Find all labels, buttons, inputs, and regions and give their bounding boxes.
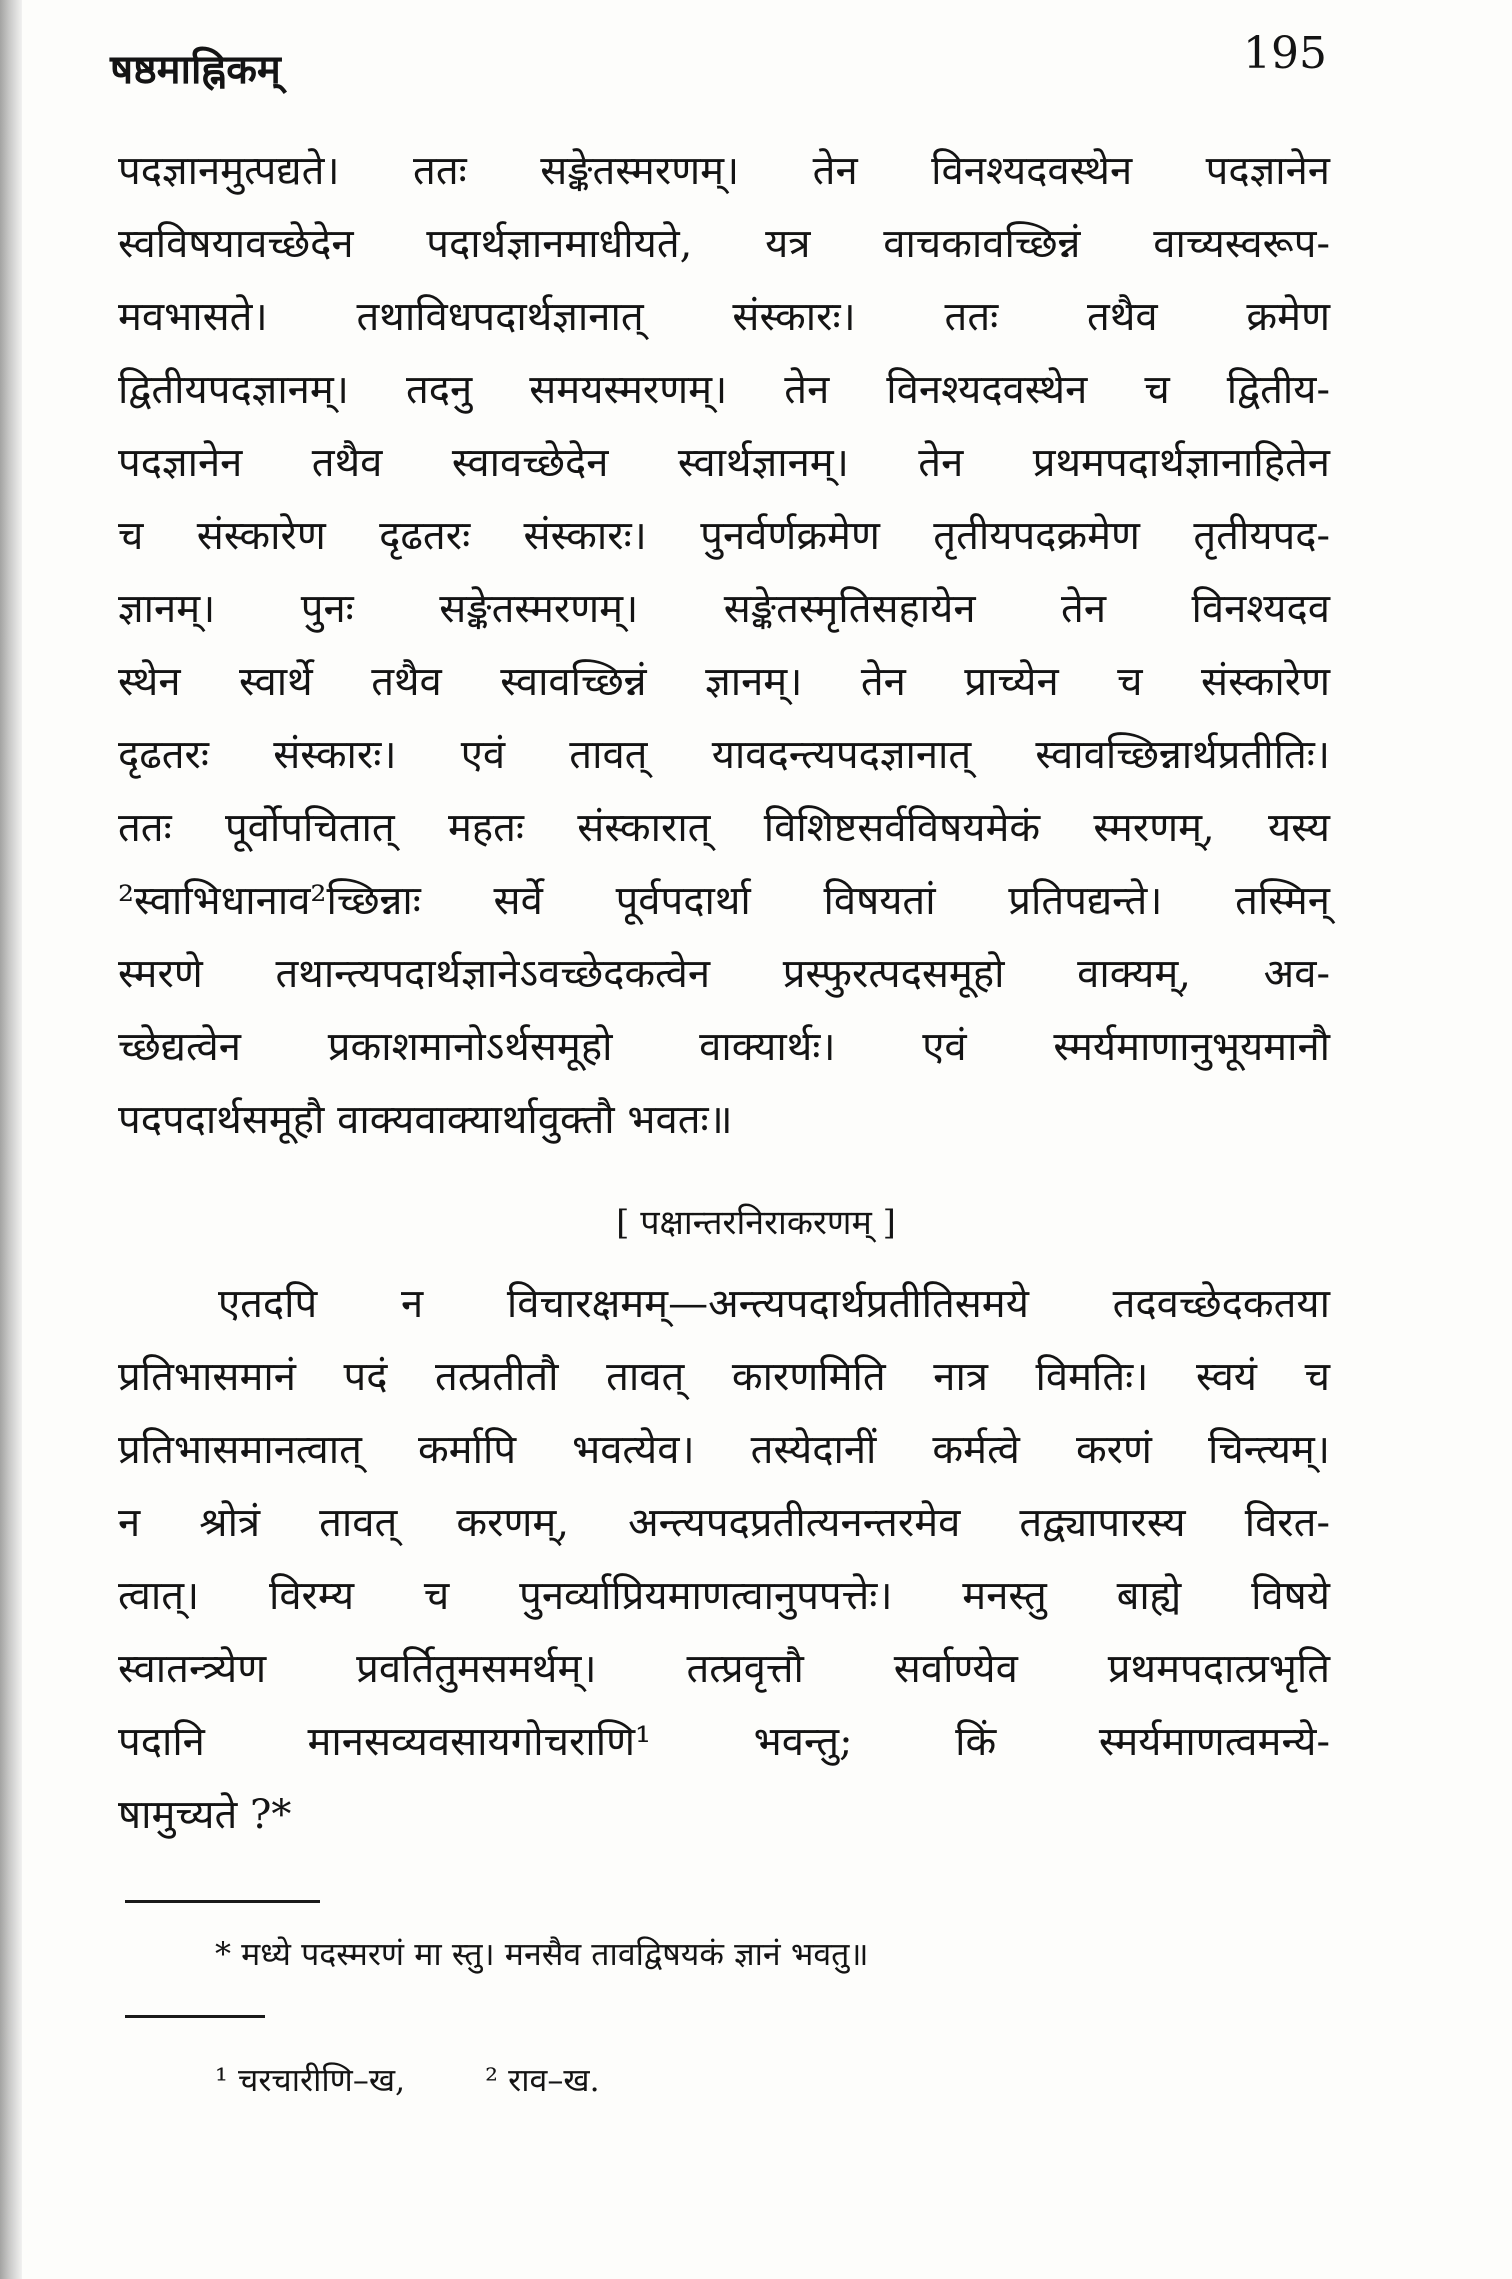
text-line: प्रतिभासमानं पदं तत्प्रतीतौ तावत् कारणमिति नात्र विमतिः। स्वयं च: [118, 1354, 1330, 1400]
text-line: दृढतरः संस्कारः। एवं तावत् यावदन्त्यपदज्ञानात् स्वावच्छिन्नार्थप्रतीतिः।: [118, 732, 1330, 778]
running-head: षष्ठमाह्निकम्: [110, 46, 281, 93]
text-line: प्रतिभासमानत्वात् कर्मापि भवत्येव। तस्येदानीं कर्मत्वे करणं चिन्त्यम्।: [118, 1427, 1330, 1473]
paragraph-1: [118, 135, 1330, 1157]
text-line: त्वात्। विरम्य च पुनर्व्याप्रियमाणत्वानुपपत्तेः। मनस्तु बाह्ये विषये: [118, 1573, 1330, 1619]
text-line: पदानि मानसव्यवसायगोचराणि¹ भवन्तु; किं स्मर्यमाणत्वमन्ये-: [118, 1719, 1330, 1765]
text-line: ज्ञानम्। पुनः सङ्केतस्मरणम्। सङ्केतस्मृतिसहायेन तेन विनश्यदव: [118, 586, 1330, 632]
text-line: मवभासते। तथाविधपदार्थज्ञानात् संस्कारः। ततः तथैव क्रमेण: [118, 294, 1330, 340]
text-line: द्वितीयपदज्ञानम्। तदनु समयस्मरणम्। तेन विनश्यदवस्थेन च द्वितीय-: [118, 367, 1330, 413]
text-line: एतदपि न विचारक्षमम्—अन्त्यपदार्थप्रतीतिसमये तदवच्छेदकतया: [218, 1281, 1330, 1327]
text-line: षामुच्यते ?*: [118, 1792, 292, 1838]
text-line: पदपदार्थसमूहौ वाक्यवाक्यार्थावुक्तौ भवतः॥: [118, 1097, 733, 1143]
text-line: च्छेद्यत्वेन प्रकाशमानोऽर्थसमूहो वाक्यार्थः। एवं स्मर्यमाणानुभूयमानौ: [118, 1024, 1330, 1070]
star-footnote: * मध्ये पदस्मरणं मा स्तु। मनसैव तावद्विषयकं ज्ञानं भवतु॥: [215, 1935, 869, 1973]
text-line: पदज्ञानमुत्पद्यते। ततः सङ्केतस्मरणम्। तेन विनश्यदवस्थेन पदज्ञानेन: [118, 148, 1330, 194]
text-line: स्मरणे तथान्त्यपदार्थज्ञानेऽवच्छेदकत्वेन प्रस्फुरत्पदसमूहो वाक्यम्, अव-: [118, 951, 1330, 997]
text-line: ²स्वाभिधानाव²च्छिन्नाः सर्वे पूर्वपदार्था विषयतां प्रतिपद्यन्ते। तस्मिन्: [118, 878, 1330, 924]
text-line: स्थेन स्वार्थे तथैव स्वावच्छिन्नं ज्ञानम्। तेन प्राच्येन च संस्कारेण: [118, 659, 1330, 705]
text-line: ततः पूर्वोपचितात् महतः संस्कारात् विशिष्टसर्वविषयमेकं स्मरणम्, यस्य: [118, 805, 1330, 851]
text-line: च संस्कारेण दृढतरः संस्कारः। पुनर्वर्णक्रमेण तृतीयपदक्रमेण तृतीयपद-: [118, 513, 1330, 559]
paragraph-2: [118, 1268, 1330, 1852]
text-line: पदज्ञानेन तथैव स्वावच्छेदेन स्वार्थज्ञानम्। तेन प्रथमपदार्थज्ञानाहितेन: [118, 440, 1330, 486]
text-line: स्वातन्त्र्येण प्रवर्तितुमसमर्थम्। तत्प्रवृत्तौ सर्वाण्येव प्रथमपदात्प्रभृति: [118, 1646, 1330, 1692]
section-heading: [ पक्षान्तरनिराकरणम् ]: [616, 1203, 896, 1243]
footnote-divider: [125, 1900, 320, 1903]
scanned-page-edge: [0, 0, 22, 2279]
variant-note-1: ¹ चरचारीणि–ख,: [215, 2061, 406, 2099]
text-line: न श्रोत्रं तावत् करणम्, अन्त्यपदप्रतीत्यनन्तरमेव तद्व्यापारस्य विरत-: [118, 1500, 1330, 1546]
page-number: 195: [1243, 28, 1327, 79]
text-line: स्वविषयावच्छेदेन पदार्थज्ञानमाधीयते, यत्र वाचकावच्छिन्नं वाच्यस्वरूप-: [118, 221, 1330, 267]
variant-readings: [215, 2058, 600, 2101]
variants-divider: [125, 2015, 265, 2018]
variant-note-2: ² राव–ख.: [485, 2061, 600, 2099]
